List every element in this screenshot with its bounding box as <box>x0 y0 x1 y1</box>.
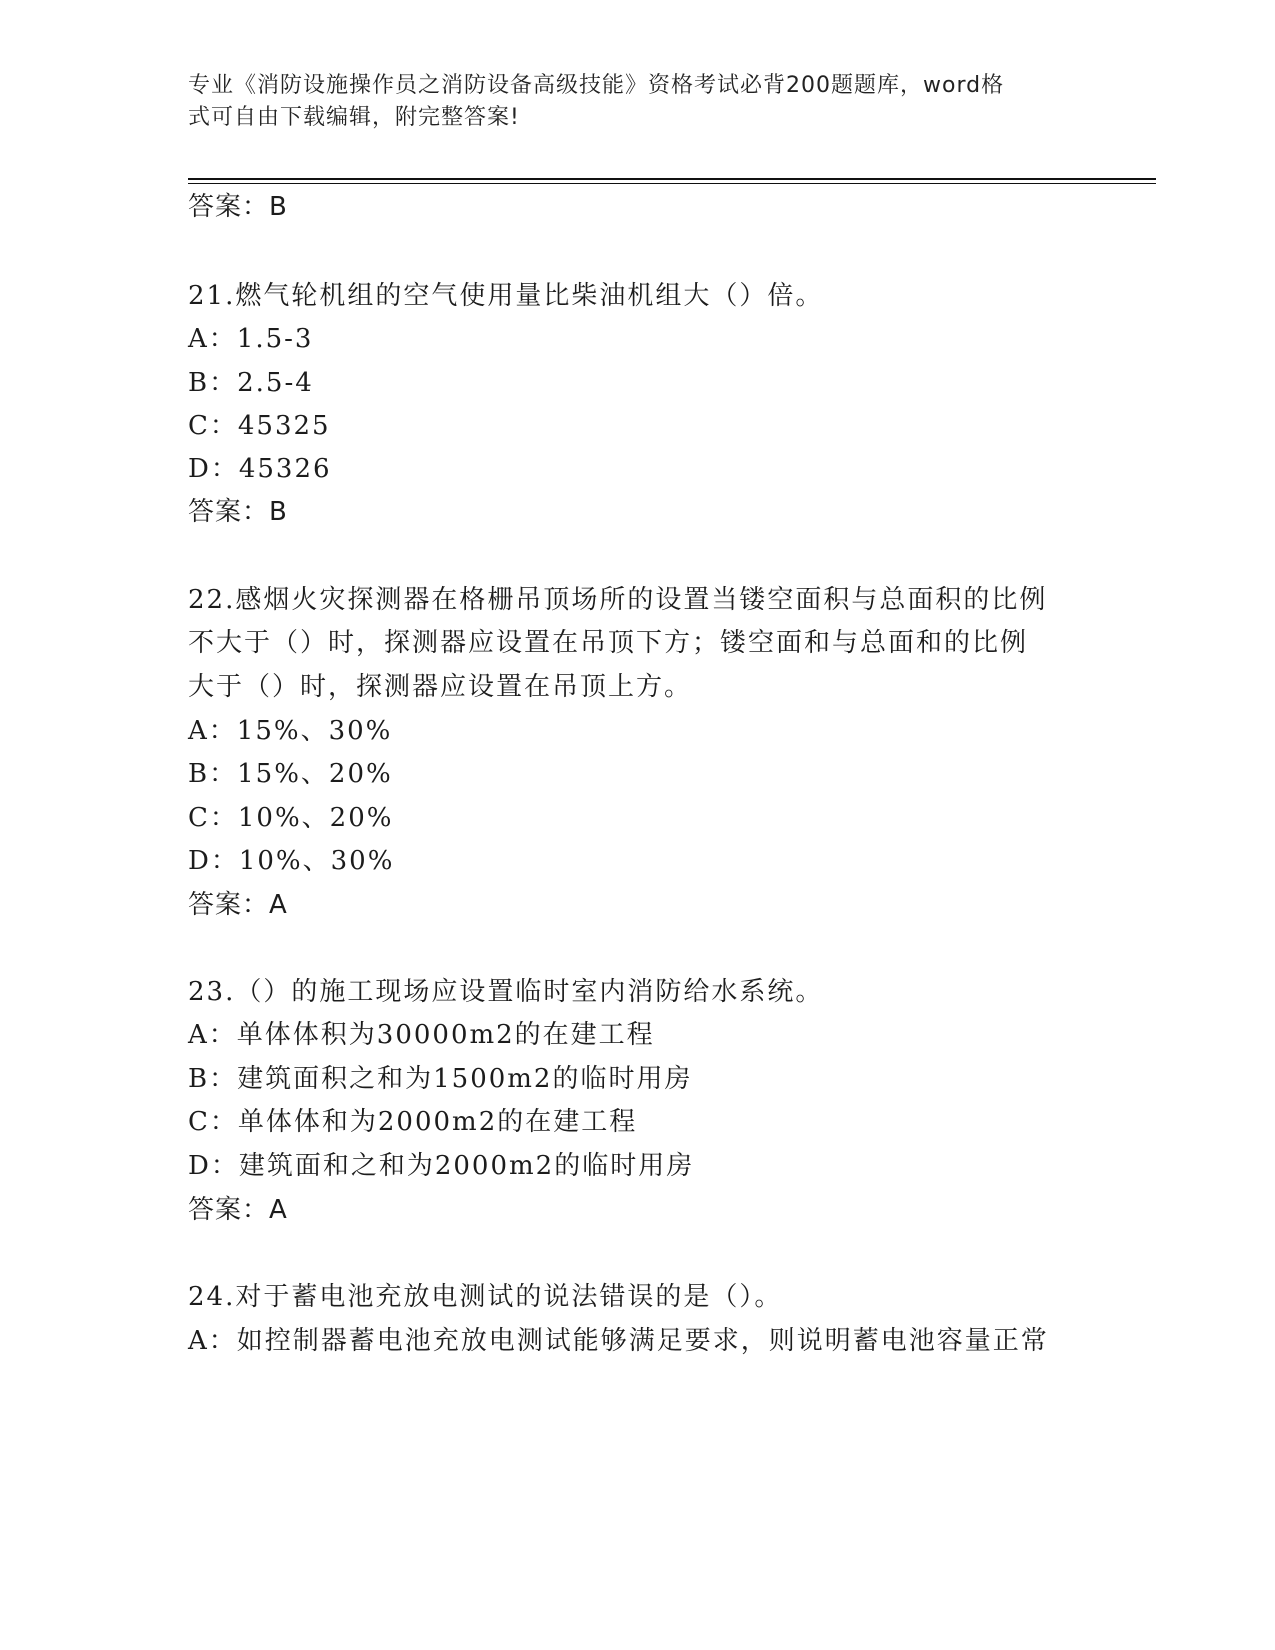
question-22-line-3: 大于（）时，探测器应设置在吊顶上方。 <box>188 672 693 702</box>
question-22-line-2: 不大于（）时，探测器应设置在吊顶下方；镂空面和与总面和的比例 <box>188 628 1029 658</box>
header-line-1: 专业《消防设施操作员之消防设备高级技能》资格考试必背200题题库，word格 <box>188 73 1005 98</box>
previous-answer: 答案：B <box>188 192 288 222</box>
question-21: 21.燃气轮机组的空气使用量比柴油机组大（）倍。 <box>188 281 824 311</box>
q23-option-d: D：建筑面和之和为2000m2的临时用房 <box>188 1151 695 1181</box>
question-22-line-1: 22.感烟火灾探测器在格栅吊顶场所的设置当镂空面积与总面积的比例 <box>188 585 1048 615</box>
q21-option-a: A：1.5-3 <box>188 324 314 354</box>
q21-option-d: D：45326 <box>188 454 332 484</box>
question-23: 23.（）的施工现场应设置临时室内消防给水系统。 <box>188 977 824 1007</box>
q22-option-a: A：15%、30% <box>188 716 393 746</box>
q24-option-a: A：如控制器蓄电池充放电测试能够满足要求，则说明蓄电池容量正常 <box>188 1326 1049 1356</box>
header-line-2: 式可自由下载编辑，附完整答案! <box>188 105 520 130</box>
header-divider-thin <box>188 183 1156 184</box>
q23-answer: 答案：A <box>188 1195 288 1225</box>
q22-option-d: D：10%、30% <box>188 846 395 876</box>
q21-answer: 答案：B <box>188 497 288 527</box>
q21-option-b: B：2.5-4 <box>188 368 314 398</box>
question-24: 24.对于蓄电池充放电测试的说法错误的是（）。 <box>188 1282 783 1312</box>
q22-answer: 答案：A <box>188 890 288 920</box>
q21-option-c: C：45325 <box>188 411 331 441</box>
header-divider-thick <box>188 178 1156 180</box>
q23-option-a: A：单体体积为30000m2的在建工程 <box>188 1020 655 1050</box>
document-header <box>188 70 1068 134</box>
q22-option-b: B：15%、20% <box>188 759 393 789</box>
q23-option-c: C：单体体和为2000m2的在建工程 <box>188 1107 638 1137</box>
q22-option-c: C：10%、20% <box>188 803 394 833</box>
q23-option-b: B：建筑面积之和为1500m2的临时用房 <box>188 1064 693 1094</box>
